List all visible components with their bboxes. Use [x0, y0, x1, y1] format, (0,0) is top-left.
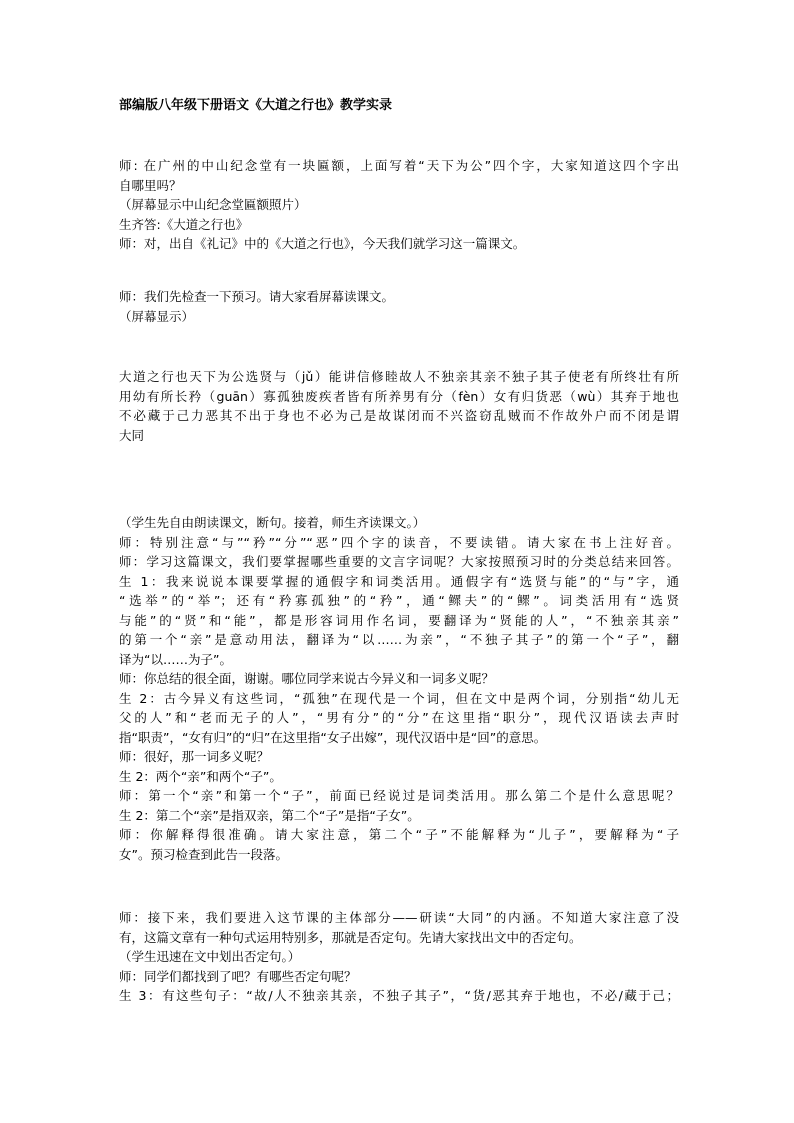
dialogue-line: （学生先自由朗读课文，断句。接着，师生齐读课文。） — [119, 515, 426, 530]
text-line: 大道之行也天下为公选贤与（jǔ）能讲信修睦故人不独亲其亲不独子其子使老有所终壮有所 — [119, 369, 679, 384]
dialogue-line: 生 3：有这些句子：“故/人不独亲其亲，不独子其子”，“货/恶其弃于地也，不必/藏于己； — [119, 988, 679, 1003]
text-line: 不必藏于己力恶其不出于身也不必为己是故谋闭而不兴盗窃乱贼而不作故外户而不闭是谓 — [119, 408, 679, 423]
dialogue-line: 女”。预习检查到此告一段落。 — [119, 846, 288, 862]
dialogue-line: 师：同学们都找到了吧？有哪些否定句呢？ — [119, 968, 357, 984]
dialogue-line: 师：学习这篇课文，我们要掌握哪些重要的文言字词呢？大家按照预习时的分类总结来回答。 — [119, 554, 679, 569]
analysis-section — [119, 908, 679, 1006]
document-title: 部编版八年级下册语文《大道之行也》教学实录 — [119, 98, 393, 113]
intro-section — [119, 156, 679, 254]
paragraph-line: 生齐答:《大道之行也》 — [119, 216, 249, 232]
dialogue-line: 师：第一个“亲”和第一个“子”，前面已经说过是词类活用。那么第二个是什么意思呢？ — [119, 788, 679, 803]
text-line: 大同 — [119, 427, 145, 443]
dialogue-line: 师：你解释得很准确。请大家注意，第二个“子”不能解释为“儿子”，要解释为“子 — [119, 827, 679, 842]
dialogue-line: 生 1：我来说说本课要掌握的通假字和词类活用。通假字有“选贤与能”的“与”字，通 — [119, 573, 679, 589]
paragraph-line: 师: 在广州的中山纪念堂有一块匾额，上面写着“天下为公”四个字，大家知道这四个字出 — [119, 158, 679, 173]
dialogue-line: 与能”的“贤”和“能”，都是形容词用作名词，要翻译为“贤能的人”，“不独亲其亲” — [119, 612, 679, 628]
preview-section — [119, 287, 679, 326]
dialogue-line: 生 2：两个“亲”和两个“子”。 — [119, 768, 282, 784]
dialogue-line: 师：接下来，我们要进入这节课的主体部分——研读“大同”的内涵。不知道大家注意了没 — [119, 910, 679, 925]
paragraph-line: 师：对，出自《礼记》中的《大道之行也》，今天我们就学习这一篇课文。 — [119, 236, 526, 251]
dialogue-line: 的第一个“亲”是意动用法，翻译为“以……为亲”，“不独子其子”的第一个“子”，翻 — [119, 632, 679, 647]
dialogue-line: 指“职责”，“女有归”的“归”在这里指“女子出嫁”，现代汉语中是“回”的意思。 — [119, 729, 547, 745]
paragraph-line: （屏幕显示中山纪念堂匾额照片） — [119, 197, 307, 212]
classical-text-section — [119, 367, 679, 445]
dialogue-line: 生 2：古今异义有这些词，“孤独”在现代是一个词，但在文中是两个词，分别指“幼儿无 — [119, 690, 679, 706]
dialogue-line: 师：特别注意“与”“矜”“分”“恶”四个字的读音，不要读错。请大家在书上注好音。 — [119, 534, 679, 550]
dialogue-line: 师：你总结的很全面，谢谢。哪位同学来说古今异义和一词多义呢？ — [119, 671, 495, 686]
dialogue-line: 有，这篇文章有一种句式运用特别多，那就是否定句。先请大家找出文中的否定句。 — [119, 929, 582, 945]
dialogue-line: 译为“以……为子”。 — [119, 651, 232, 667]
dialogue-line: 生 2：第二个“亲”是指双亲，第二个“子”是指“子女”。 — [119, 807, 420, 823]
paragraph-line: 师：我们先检查一下预习。请大家看屏幕读课文。 — [119, 289, 395, 304]
dialogue-line: 父的人”和“老而无子的人”，“男有分”的“分”在这里指“职分”，现代汉语读去声时 — [119, 710, 679, 725]
paragraph-line: 自哪里吗？ — [119, 177, 182, 193]
paragraph-line: （屏幕显示） — [119, 308, 195, 324]
dialogue-line: （学生迅速在文中划出否定句。） — [119, 949, 301, 964]
text-line: 用幼有所长矜（guān）寡孤独废疾者皆有所养男有分（fèn）女有归货恶（wù）其弃于地也 — [119, 388, 679, 404]
dialogue-line: 师：很好，那一词多义呢？ — [119, 749, 270, 764]
dialogue-line: “选举”的“举”；还有“矜寡孤独”的“矜”，通“鳏夫”的“鳏”。词类活用有“选贤 — [119, 593, 679, 608]
dialogue-section — [119, 513, 679, 864]
